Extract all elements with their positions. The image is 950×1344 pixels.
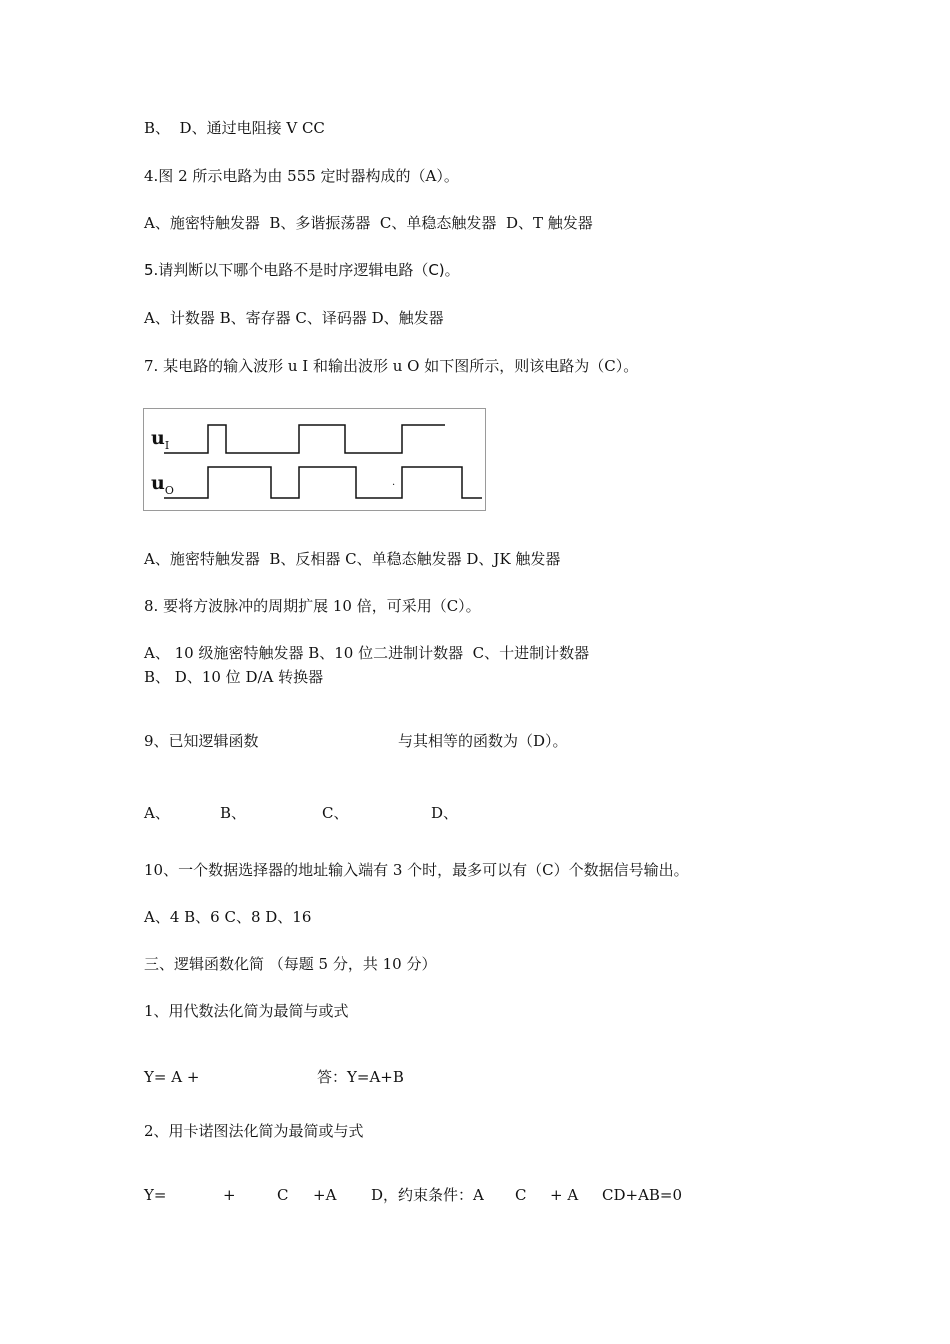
question-9-part-2: 与其相等的函数为（D）。: [398, 732, 568, 750]
q2-expr-plus: +: [223, 1186, 236, 1204]
q2-expr-end: CD+AB=0: [602, 1186, 683, 1204]
question-7-options: A、施密特触发器 B、反相器 C、单稳态触发器 D、JK 触发器: [144, 550, 561, 568]
section-3-q1-answer: 答：Y=A+B: [317, 1068, 404, 1086]
question-9-option-d: D、: [431, 804, 459, 822]
q2-expr-plus-a2: + A: [550, 1186, 579, 1204]
waveform-diagram: [144, 409, 487, 512]
section-3-q2: 2、用卡诺图法化简为最简或与式: [144, 1122, 364, 1140]
question-4: 4.图 2 所示电路为由 555 定时器构成的（A）。: [144, 167, 459, 185]
q2-expr-y: Y=: [144, 1186, 167, 1204]
q2-expr-constraint: D，约束条件：A: [371, 1186, 484, 1204]
section-3-q1-expression: Y= A +: [144, 1068, 200, 1086]
question-9-part-1: 9、已知逻辑函数: [144, 732, 259, 750]
question-5-options: A、计数器 B、寄存器 C、译码器 D、触发器: [144, 309, 444, 327]
text-line-1: B、 D、通过电阻接 V CC: [144, 119, 325, 137]
q2-expr-c2: C: [515, 1186, 527, 1204]
question-9-option-b: B、: [220, 804, 247, 822]
section-3-q1: 1、用代数法化简为最简与或式: [144, 1002, 349, 1020]
question-5: 5.请判断以下哪个电路不是时序逻辑电路（C)。: [144, 261, 460, 279]
question-9-option-a: A、: [144, 804, 170, 822]
uo-waveform: [164, 467, 482, 498]
q2-expr-c: C: [277, 1186, 289, 1204]
question-9-option-c: C、: [322, 804, 349, 822]
question-10-options: A、4 B、6 C、8 D、16: [144, 908, 312, 926]
ui-label: $u_I$: [151, 427, 170, 452]
dot-mark: .: [392, 477, 396, 488]
q2-expr-plus-a: +A: [313, 1186, 337, 1204]
question-7: 7. 某电路的输入波形 u I 和输出波形 u O 如下图所示，则该电路为（C）。: [144, 357, 639, 375]
waveform-figure: [143, 408, 486, 511]
question-8: 8. 要将方波脉冲的周期扩展 10 倍，可采用（C）。: [144, 597, 481, 615]
question-10: 10、一个数据选择器的地址输入端有 3 个时，最多可以有（C）个数据信号输出。: [144, 861, 689, 879]
question-4-options: A、施密特触发器 B、多谐振荡器 C、单稳态触发器 D、T 触发器: [144, 214, 593, 232]
uo-label: $u_O$: [151, 472, 174, 497]
section-3-heading: 三、逻辑函数化简 （每题 5 分，共 10 分）: [144, 955, 437, 973]
question-8-options: A、 10 级施密特触发器 B、10 位二进制计数器 C、十进制计数器: [144, 644, 590, 662]
ui-waveform: [164, 425, 445, 453]
question-8-options-2: B、 D、10 位 D/A 转换器: [144, 668, 324, 686]
